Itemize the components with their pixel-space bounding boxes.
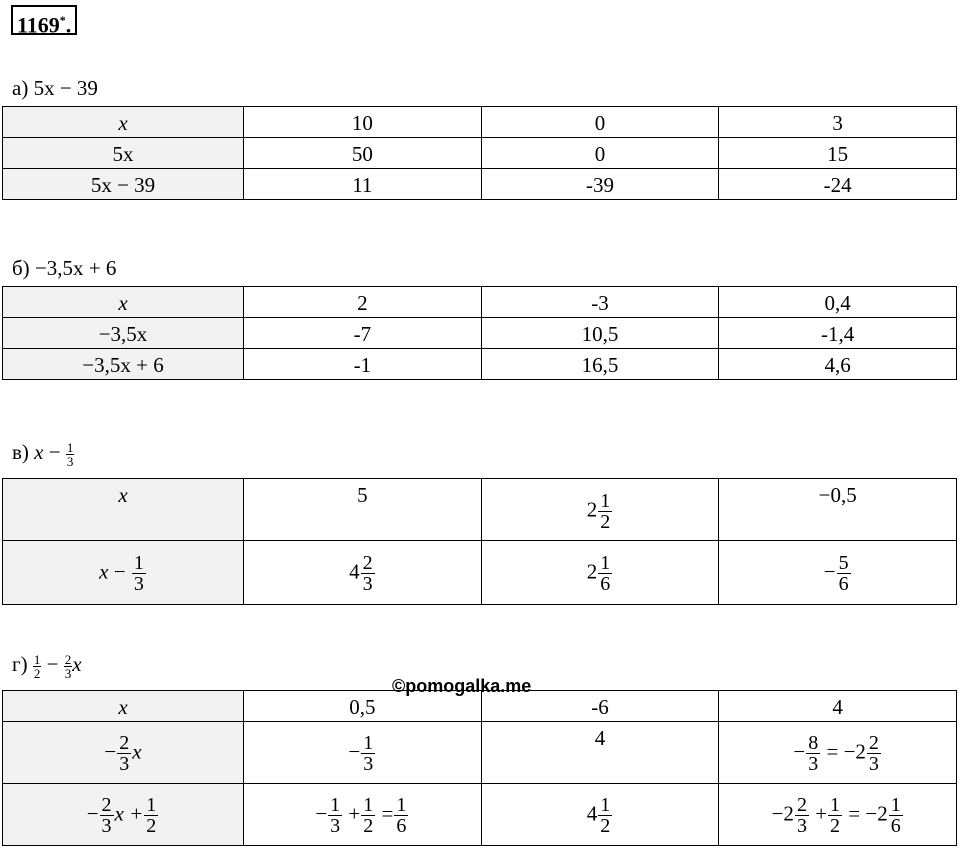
- row-label: x: [3, 287, 244, 318]
- cell: 16,5: [481, 349, 719, 380]
- cell: 0: [481, 107, 719, 138]
- cell: − $\frac{8}{3}$ = −2 $\frac{2}{3}$: [719, 722, 957, 784]
- row-label: 5x: [3, 138, 244, 169]
- cell: -3: [481, 287, 719, 318]
- cell: -6: [481, 691, 719, 722]
- table-row: [3, 479, 957, 541]
- row-label: x: [3, 691, 244, 722]
- cell: -39: [481, 169, 719, 200]
- table-part-b: [2, 286, 957, 380]
- row-label: 5x − 39: [3, 169, 244, 200]
- table-part-a: [2, 106, 957, 200]
- cell: 4 $\frac{2}{3}$: [244, 541, 482, 605]
- cell: 4: [481, 722, 719, 784]
- cell: 2 $\frac{1}{2}$: [481, 479, 719, 541]
- table-row: [3, 541, 957, 605]
- table-row: [3, 722, 957, 784]
- part-a-expression: 5x − 39: [33, 76, 98, 100]
- cell: 10: [244, 107, 482, 138]
- problem-number: 1169*.: [11, 5, 77, 35]
- table-row: [3, 318, 957, 349]
- cell: − $\frac{1}{3}$ + $\frac{1}{2}$ = $\frac{1}{6}$: [244, 784, 482, 846]
- table-row: [3, 107, 957, 138]
- cell: − $\frac{5}{6}$: [719, 541, 957, 605]
- cell: 4,6: [719, 349, 957, 380]
- cell: -7: [244, 318, 482, 349]
- part-g-caption: г) $\frac{1}{2}$ − $\frac{2}{3}$ x: [12, 651, 82, 681]
- cell: 2 $\frac{1}{6}$: [481, 541, 719, 605]
- table-row: [3, 169, 957, 200]
- part-b-expression: −3,5x + 6: [34, 256, 117, 280]
- cell: 0,4: [719, 287, 957, 318]
- part-v-caption: в) x − $\frac{1}{3}$: [12, 439, 74, 469]
- cell: −2 $\frac{2}{3}$ + $\frac{1}{2}$ = −2 $\frac{1}{6}$: [719, 784, 957, 846]
- part-b-caption: б) −3,5x + 6: [12, 256, 117, 280]
- cell: 3: [719, 107, 957, 138]
- row-label: x: [3, 107, 244, 138]
- cell: 4 $\frac{1}{2}$: [481, 784, 719, 846]
- cell: 0: [481, 138, 719, 169]
- row-label: x − $\frac{1}{3}$: [3, 541, 244, 605]
- row-label: − $\frac{2}{3}$ x: [3, 722, 244, 784]
- cell: 11: [244, 169, 482, 200]
- cell: 4: [719, 691, 957, 722]
- watermark: ©pomogalka.me: [392, 676, 532, 696]
- cell: -1,4: [719, 318, 957, 349]
- row-label: − $\frac{2}{3}$ x + $\frac{1}{2}$: [3, 784, 244, 846]
- table-row: [3, 349, 957, 380]
- cell: 5: [244, 479, 482, 541]
- row-label: −3,5x: [3, 318, 244, 349]
- table-row: [3, 784, 957, 846]
- table-row: [3, 287, 957, 318]
- table-row: [3, 138, 957, 169]
- row-label: x: [3, 479, 244, 541]
- cell: -24: [719, 169, 957, 200]
- cell: −0,5: [719, 479, 957, 541]
- cell: 2: [244, 287, 482, 318]
- cell: 50: [244, 138, 482, 169]
- table-part-g: [2, 690, 957, 846]
- cell: − $\frac{1}{3}$: [244, 722, 482, 784]
- cell: 0,5: [244, 691, 482, 722]
- cell: 10,5: [481, 318, 719, 349]
- table-part-v: [2, 478, 957, 605]
- cell: -1: [244, 349, 482, 380]
- row-label: −3,5x + 6: [3, 349, 244, 380]
- part-a-caption: а) 5x − 39: [12, 76, 98, 100]
- cell: 15: [719, 138, 957, 169]
